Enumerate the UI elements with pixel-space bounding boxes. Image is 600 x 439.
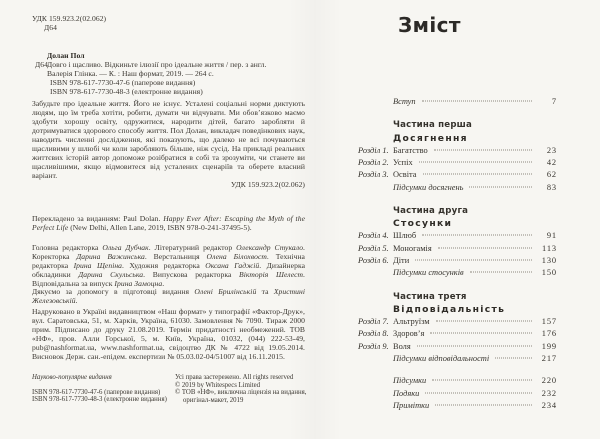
toc-entry: [358, 255, 557, 267]
dot-leader: [434, 149, 532, 150]
printing-info: Надруковано в Україні видавництвом «Наш формат» у типографії «Фактор-Друк», вул. Саратовська, 51, м. Харків, Україна, 61030. Замовлення № 7090. Тираж 2000 прим. Підписано до друку 21.08.2019. Термін придатності необмежений. ТОВ «НФ», пров. Алли Горської, 5, м. Київ, Україна, 01032, (044) 222-53-49, pub@nashformat.ua, www.nashformat.ua, свідоцтво ДК № 4722 від 19.05.2014. Висновок Держ. сан.-епідем. експертизи № 05.03.02-04/51007 від 16.11.2015.: [32, 307, 305, 361]
author-mark: Д64: [44, 23, 57, 32]
udk-classification: [32, 14, 305, 32]
part-kicker: Частина третя: [393, 291, 467, 302]
dot-leader: [430, 333, 532, 334]
entry-title: Вступ: [393, 97, 416, 106]
edition-type: Науково-популярне видання: [32, 374, 112, 381]
page-number: 157: [541, 317, 557, 327]
page-number: 113: [542, 243, 557, 253]
dot-leader: [435, 404, 532, 405]
dot-leader: [419, 162, 532, 163]
part-heading: [358, 119, 557, 145]
chapter-prefix: Розділ 8.: [358, 329, 389, 339]
spacer: [32, 382, 170, 389]
summary-title: Підсумки стосунків: [393, 268, 464, 278]
chapter-title: Успіх: [393, 158, 413, 168]
book-annotation: Забудьте про ідеальне життя. Його не існує. Усталені соціальні норми диктують людям, що їм треба хотіти, робити, думати чи відчувати. Ми обов’язково маємо здобути хорошу освіту, одружитися, народити дітей, багато заробляти й дотримуватися здорового способу життя. Пол Долан, викладач поведінкових наук, наводить численні дослідження, які показують, що далеко не всі почуваються щасливими у шлюбі чи коли заробляють більше, ніж сусід. На прикладі реальних життєвих історій автор допоможе розібратися в собі та зрозуміти, чи станете ви щасливішими, якщо відмовитеся від усталених сценаріїв та оберете власний варіант.: [32, 99, 305, 180]
isbn-ebook: ISBN 978-617-7730-48-3 (електронне видання): [50, 87, 203, 96]
page-number: 62: [546, 170, 557, 180]
annotation-block: [32, 99, 305, 189]
acknowledgement-note: Дякуємо за допомогу в підготовці видання Олені Брилінській та Христині Железовській.: [32, 287, 305, 305]
page-number: 83: [546, 182, 557, 192]
chapter-title: Моногамія: [393, 243, 432, 253]
toc-title: Зміст: [398, 13, 461, 37]
toc-entry: [358, 341, 557, 353]
dot-leader: [417, 345, 532, 346]
toc-entry: [358, 230, 557, 242]
rights-reserved-line: Усі права застережено. All rights reserved: [175, 374, 294, 381]
cip-title-line: Валерія Глінка. — К. : Наш формат, 2019. — 264 с.: [47, 69, 214, 78]
dot-leader: [495, 358, 532, 359]
dot-leader: [422, 101, 532, 102]
page-number: 234: [541, 400, 557, 410]
chapter-title: Багатство: [393, 145, 428, 155]
summary-title: Підсумки досягнень: [393, 182, 464, 192]
toc-entry-intro: [358, 96, 557, 108]
chapter-prefix: Розділ 3.: [358, 170, 389, 180]
page-number: 7: [551, 97, 557, 106]
page-number: 150: [541, 268, 557, 278]
copyright-line: © 2019 by Whitespecs Limited: [175, 381, 261, 389]
part-kicker: Частина друга: [393, 205, 469, 216]
cataloguing-block: [32, 51, 305, 96]
editorial-staff: Головна редакторка Ольга Дубчак. Літературний редактор Олександр Стукало. Коректорка Дарина Важинська. Верстальниця Олена Білохвост. Технічна редакторка Ірина Щепіна. Художня редакторка Оксана Гаджій. Дизайнерка обкладинки Дарина Скульська. Випускова редакторка Вікторія Шелест. Відповідальна за випуск Ірина Замоцна.: [32, 243, 305, 288]
toc-entry-tail: [358, 400, 557, 412]
cip-author: Долан Пол: [47, 51, 85, 60]
copyright-line: оригінал-макет, 2019: [183, 397, 244, 405]
part-heading: [358, 205, 557, 231]
chapter-title: Освіта: [393, 170, 417, 180]
dot-leader: [415, 260, 532, 261]
dot-leader: [438, 247, 532, 248]
chapter-title: Воля: [393, 341, 411, 351]
page-number: 91: [546, 231, 557, 241]
part-kicker: Частина перша: [393, 120, 473, 131]
copyright-line: © ТОВ «НФ», виключна ліцензія на видання,: [175, 389, 307, 397]
page-number: 176: [541, 329, 557, 339]
chapter-prefix: Розділ 7.: [358, 317, 389, 327]
page-number: 217: [541, 354, 557, 364]
dot-leader: [425, 392, 532, 393]
chapter-prefix: Розділ 1.: [358, 145, 389, 155]
summary-title: Підсумки відповідальності: [393, 354, 490, 364]
dot-leader: [423, 174, 532, 175]
chapter-prefix: Розділ 5.: [358, 243, 389, 253]
toc-entry-tail: [358, 375, 557, 387]
chapter-title: Альтруїзм: [393, 317, 430, 327]
isbn-paper: ISBN 978-617-7730-47-6 (паперове видання): [50, 78, 196, 87]
entry-title: Підсумки: [393, 376, 427, 386]
footer-edition-block: [32, 374, 170, 404]
page-number: 232: [541, 388, 557, 398]
dot-leader: [469, 186, 532, 187]
chapter-prefix: Розділ 2.: [358, 158, 389, 168]
translation-source-note: Перекладено за виданням: Paul Dolan. Happy Ever After: Escaping the Myth of the Perfect Life (New Delhi, Allen Lane, 2019, ISBN 978-0-241-37495-5).: [32, 214, 305, 232]
chapter-title: Здоров’я: [393, 329, 425, 339]
toc-list: [358, 96, 557, 412]
udk-number-bottom: УДК 159.923.2(02.062): [230, 180, 305, 189]
page-number: 130: [541, 256, 557, 266]
toc-entry: [358, 145, 557, 157]
toc-page: [315, 0, 600, 439]
toc-entry: [358, 316, 557, 328]
part-name: Досягнення: [393, 132, 468, 144]
part-name: Стосунки: [393, 218, 453, 230]
isbn-paper: ISBN 978-617-7730-47-6 (паперове видання): [32, 388, 161, 396]
toc-entry: [358, 157, 557, 169]
page-number: 23: [546, 145, 557, 155]
page-number: 220: [541, 376, 557, 386]
toc-entry: [358, 328, 557, 340]
chapter-title: Шлюб: [393, 231, 417, 241]
part-heading: [358, 291, 557, 317]
cip-title-line: Довго і щасливо. Відкиньте ілюзії про ідеальне життя / пер. з англ.: [47, 60, 267, 69]
udk-number: УДК 159.923.2(02.062): [32, 14, 107, 23]
page-number: 42: [546, 158, 557, 168]
chapter-title: Діти: [393, 256, 410, 266]
spacer: [358, 365, 557, 375]
chapter-prefix: Розділ 4.: [358, 231, 389, 241]
toc-entry: [358, 169, 557, 181]
footer-rights-block: [175, 374, 307, 405]
entry-title: Подяки: [393, 388, 420, 398]
dot-leader: [422, 235, 532, 236]
chapter-prefix: Розділ 6.: [358, 256, 389, 266]
cip-author-mark: Д64: [35, 60, 48, 69]
dot-leader: [432, 380, 532, 381]
toc-entry: [358, 243, 557, 255]
chapter-prefix: Розділ 9.: [358, 341, 389, 351]
isbn-ebook: ISBN 978-617-7730-48-3 (електронне видання): [32, 396, 167, 404]
toc-entry-tail: [358, 388, 557, 400]
part-name: Відповідальність: [393, 304, 506, 316]
dot-leader: [470, 272, 532, 273]
entry-title: Примітки: [393, 400, 430, 410]
toc-entry-summary: [358, 182, 557, 194]
dot-leader: [436, 321, 532, 322]
cip-entry: [32, 60, 305, 96]
toc-entry-summary: [358, 353, 557, 365]
page-number: 199: [541, 341, 557, 351]
toc-entry-summary: [358, 267, 557, 279]
